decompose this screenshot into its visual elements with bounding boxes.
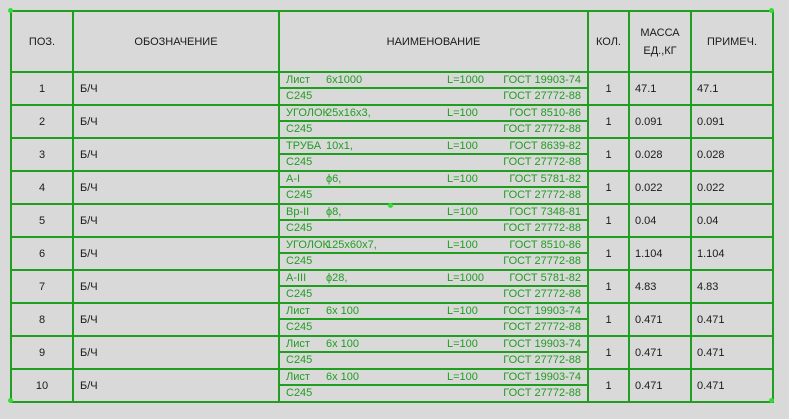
cell-mass: 0.471 bbox=[629, 303, 691, 336]
profile-standard: ГОСТ 19903-74 bbox=[503, 74, 581, 86]
grip-bottom-right[interactable] bbox=[769, 398, 774, 403]
header-note: ПРИМЕЧ. bbox=[691, 11, 773, 72]
name-grade-line bbox=[280, 221, 587, 236]
grip-top-left[interactable] bbox=[8, 8, 13, 13]
profile-length: L=100 bbox=[447, 206, 478, 218]
name-profile-line bbox=[280, 304, 587, 320]
cell-designation: Б/Ч bbox=[73, 72, 279, 105]
profile-type: A-III bbox=[286, 272, 307, 284]
name-grade-line bbox=[280, 320, 587, 335]
cell-designation: Б/Ч bbox=[73, 336, 279, 369]
profile-size: 6х1000 bbox=[326, 74, 363, 86]
cell-designation: Б/Ч bbox=[73, 369, 279, 402]
grip-top-right[interactable] bbox=[769, 8, 774, 13]
cell-pos: 2 bbox=[11, 105, 73, 138]
cell-designation: Б/Ч bbox=[73, 303, 279, 336]
cell-mass: 0.04 bbox=[629, 204, 691, 237]
cell-mass: 4.83 bbox=[629, 270, 691, 303]
name-grade-line bbox=[280, 89, 587, 104]
cell-note: 0.022 bbox=[691, 171, 773, 204]
steel-grade: С245 bbox=[286, 222, 313, 234]
steel-grade: С245 bbox=[286, 189, 313, 201]
header-qty: КОЛ. bbox=[588, 11, 629, 72]
name-profile-line bbox=[280, 172, 587, 188]
steel-grade-standard: ГОСТ 27772-88 bbox=[503, 156, 581, 168]
profile-size: ϕ28, bbox=[326, 272, 348, 284]
steel-grade-standard: ГОСТ 27772-88 bbox=[503, 321, 581, 333]
grip-bottom-left[interactable] bbox=[8, 398, 13, 403]
profile-type: УГОЛОК bbox=[286, 239, 329, 251]
header-designation: ОБОЗНАЧЕНИЕ bbox=[73, 11, 279, 72]
name-profile-line bbox=[280, 337, 587, 353]
cell-qty: 1 bbox=[588, 204, 629, 237]
steel-grade-standard: ГОСТ 27772-88 bbox=[503, 288, 581, 300]
profile-standard: ГОСТ 5781-82 bbox=[509, 173, 581, 185]
cell-name bbox=[279, 369, 588, 402]
cell-designation: Б/Ч bbox=[73, 171, 279, 204]
name-profile-line bbox=[280, 238, 587, 254]
name-grade-line bbox=[280, 353, 587, 368]
profile-length: L=100 bbox=[447, 107, 478, 119]
header-mass-line2: ЕД.,КГ bbox=[643, 44, 677, 57]
cell-pos: 4 bbox=[11, 171, 73, 204]
cell-qty: 1 bbox=[588, 303, 629, 336]
cell-pos: 5 bbox=[11, 204, 73, 237]
cell-note: 0.028 bbox=[691, 138, 773, 171]
cell-qty: 1 bbox=[588, 336, 629, 369]
profile-standard: ГОСТ 5781-82 bbox=[509, 272, 581, 284]
cell-qty: 1 bbox=[588, 138, 629, 171]
table-row bbox=[11, 336, 773, 369]
cell-qty: 1 bbox=[588, 171, 629, 204]
cell-mass: 0.028 bbox=[629, 138, 691, 171]
steel-grade: С245 bbox=[286, 123, 313, 135]
cell-qty: 1 bbox=[588, 237, 629, 270]
name-profile-line bbox=[280, 370, 587, 386]
cell-qty: 1 bbox=[588, 105, 629, 138]
cell-mass: 0.091 bbox=[629, 105, 691, 138]
cell-name bbox=[279, 237, 588, 270]
cell-name bbox=[279, 72, 588, 105]
cell-note: 47.1 bbox=[691, 72, 773, 105]
name-grade-line bbox=[280, 386, 587, 401]
cell-designation: Б/Ч bbox=[73, 204, 279, 237]
name-profile-line bbox=[280, 139, 587, 155]
name-grade-line bbox=[280, 155, 587, 170]
cell-pos: 9 bbox=[11, 336, 73, 369]
steel-grade-standard: ГОСТ 27772-88 bbox=[503, 90, 581, 102]
cell-note: 0.04 bbox=[691, 204, 773, 237]
steel-grade-standard: ГОСТ 27772-88 bbox=[503, 255, 581, 267]
table-row bbox=[11, 303, 773, 336]
cell-name bbox=[279, 303, 588, 336]
cell-note: 0.471 bbox=[691, 369, 773, 402]
cell-pos: 10 bbox=[11, 369, 73, 402]
profile-size: 10х1, bbox=[326, 140, 353, 152]
profile-type: Лист bbox=[286, 338, 310, 350]
header-name: НАИМЕНОВАНИЕ bbox=[279, 11, 588, 72]
name-profile-line bbox=[280, 73, 587, 89]
profile-length: L=100 bbox=[447, 371, 478, 383]
steel-grade-standard: ГОСТ 27772-88 bbox=[503, 189, 581, 201]
cell-mass: 0.471 bbox=[629, 369, 691, 402]
header-mass-line1: МАССА bbox=[640, 26, 680, 39]
profile-size: 6х 100 bbox=[326, 305, 360, 317]
profile-size: 6х 100 bbox=[326, 338, 360, 350]
profile-length: L=100 bbox=[447, 305, 478, 317]
name-grade-line bbox=[280, 254, 587, 269]
profile-length: L=1000 bbox=[447, 272, 485, 284]
header-pos: ПОЗ. bbox=[11, 11, 73, 72]
profile-type: ТРУБА bbox=[286, 140, 322, 152]
cell-note: 0.471 bbox=[691, 336, 773, 369]
profile-size: ϕ6, bbox=[326, 173, 342, 185]
cell-pos: 6 bbox=[11, 237, 73, 270]
steel-grade-standard: ГОСТ 27772-88 bbox=[503, 222, 581, 234]
cell-mass: 1.104 bbox=[629, 237, 691, 270]
profile-size: ϕ8, bbox=[326, 206, 342, 218]
profile-type: Bp-II bbox=[286, 206, 310, 218]
profile-type: УГОЛОК bbox=[286, 107, 329, 119]
profile-type: Лист bbox=[286, 74, 310, 86]
cell-note: 4.83 bbox=[691, 270, 773, 303]
table-row bbox=[11, 105, 773, 138]
cell-name bbox=[279, 171, 588, 204]
name-profile-line bbox=[280, 271, 587, 287]
profile-standard: ГОСТ 19903-74 bbox=[503, 371, 581, 383]
cell-name bbox=[279, 204, 588, 237]
cell-note: 0.471 bbox=[691, 303, 773, 336]
profile-length: L=100 bbox=[447, 173, 478, 185]
profile-length: L=100 bbox=[447, 140, 478, 152]
cell-qty: 1 bbox=[588, 270, 629, 303]
cell-pos: 8 bbox=[11, 303, 73, 336]
profile-type: A-I bbox=[286, 173, 301, 185]
cell-designation: Б/Ч bbox=[73, 138, 279, 171]
cell-mass: 0.022 bbox=[629, 171, 691, 204]
steel-grade: С245 bbox=[286, 255, 313, 267]
profile-size: 25х16х3, bbox=[326, 107, 371, 119]
profile-type: Лист bbox=[286, 305, 310, 317]
cell-name bbox=[279, 138, 588, 171]
profile-size: 125х60х7, bbox=[326, 239, 377, 251]
header-row bbox=[11, 11, 773, 72]
profile-standard: ГОСТ 8510-86 bbox=[509, 107, 581, 119]
cell-name bbox=[279, 270, 588, 303]
name-grade-line bbox=[280, 122, 587, 137]
profile-length: L=100 bbox=[447, 239, 478, 251]
table-row bbox=[11, 270, 773, 303]
cell-pos: 1 bbox=[11, 72, 73, 105]
steel-grade: С245 bbox=[286, 288, 313, 300]
cell-qty: 1 bbox=[588, 369, 629, 402]
cell-mass: 0.471 bbox=[629, 336, 691, 369]
profile-length: L=100 bbox=[447, 338, 478, 350]
name-profile-line bbox=[280, 205, 587, 221]
profile-size: 6х 100 bbox=[326, 371, 360, 383]
cell-designation: Б/Ч bbox=[73, 270, 279, 303]
cell-pos: 3 bbox=[11, 138, 73, 171]
grip-center[interactable] bbox=[388, 203, 393, 208]
profile-standard: ГОСТ 8510-86 bbox=[509, 239, 581, 251]
name-grade-line bbox=[280, 287, 587, 302]
steel-grade: С245 bbox=[286, 387, 313, 399]
table-row bbox=[11, 138, 773, 171]
profile-standard: ГОСТ 7348-81 bbox=[509, 206, 581, 218]
name-profile-line bbox=[280, 106, 587, 122]
steel-grade-standard: ГОСТ 27772-88 bbox=[503, 354, 581, 366]
cell-name bbox=[279, 105, 588, 138]
profile-type: Лист bbox=[286, 371, 310, 383]
table-row bbox=[11, 369, 773, 402]
header-mass bbox=[629, 11, 691, 72]
profile-standard: ГОСТ 19903-74 bbox=[503, 305, 581, 317]
steel-grade: С245 bbox=[286, 156, 313, 168]
steel-grade-standard: ГОСТ 27772-88 bbox=[503, 387, 581, 399]
steel-grade: С245 bbox=[286, 354, 313, 366]
profile-standard: ГОСТ 8639-82 bbox=[509, 140, 581, 152]
table-row bbox=[11, 237, 773, 270]
cell-qty: 1 bbox=[588, 72, 629, 105]
table-row bbox=[11, 72, 773, 105]
name-grade-line bbox=[280, 188, 587, 203]
cell-name bbox=[279, 336, 588, 369]
table-row bbox=[11, 171, 773, 204]
profile-length: L=1000 bbox=[447, 74, 485, 86]
cell-designation: Б/Ч bbox=[73, 237, 279, 270]
steel-grade: С245 bbox=[286, 321, 313, 333]
steel-grade: С245 bbox=[286, 90, 313, 102]
profile-standard: ГОСТ 19903-74 bbox=[503, 338, 581, 350]
cell-note: 0.091 bbox=[691, 105, 773, 138]
table-row bbox=[11, 204, 773, 237]
cell-mass: 47.1 bbox=[629, 72, 691, 105]
steel-grade-standard: ГОСТ 27772-88 bbox=[503, 123, 581, 135]
cell-note: 1.104 bbox=[691, 237, 773, 270]
cell-pos: 7 bbox=[11, 270, 73, 303]
cell-designation: Б/Ч bbox=[73, 105, 279, 138]
